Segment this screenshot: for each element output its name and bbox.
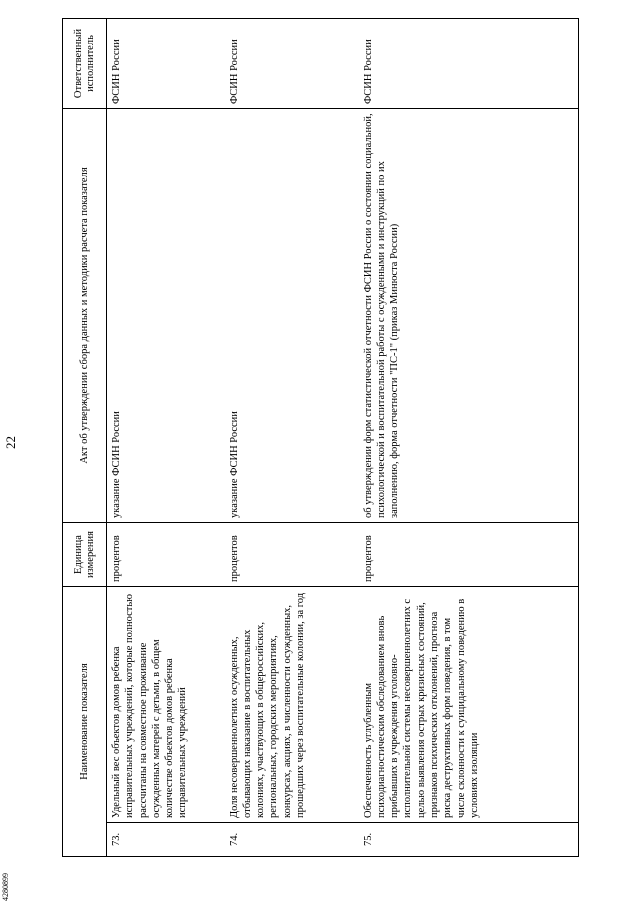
table-row [359,19,579,857]
row-number: 75. [359,823,579,857]
row-indicator-name: Доля несовершеннолетних осужденных, отбывающих наказание в воспитательных колониях, участвующих в общероссийских, региональных, городских мероприятиях, конкурсах, акциях, в численности осужденных, прошедших через воспитательные колонии, за год [225,587,359,823]
row-unit: процентов [359,523,579,587]
table-header-row [63,19,107,857]
row-act: указание ФСИН России [225,109,359,523]
row-number: 73. [107,823,225,857]
row-responsible: ФСИН России [359,19,579,109]
row-act: об утверждении форм статистической отчетности ФСИН России о состоянии социальной, психологической и воспитательной работы с осужденными и инструкций по их заполнению, форма отчетности "ПС-1" (приказ Минюста России) [359,109,579,523]
table-row [107,19,225,857]
row-responsible: ФСИН России [225,19,359,109]
row-indicator-name: Обеспеченность углубленным психодиагностическим обследованием вновь прибывших в учреждения уголовно-исполнительной системы несовершеннолетних с целью выявления острых кризисных состояний, признаков психических отклонений, прогноза риска деструктивных форм поведения, в том числе склонности к суицидальному поведению в условиях изоляции [359,587,579,823]
indicator-table [62,18,579,857]
header-name: Наименование показателя [63,587,107,857]
row-indicator-name: Удельный вес объектов домов ребенка исправительных учреждений, которые полностью рассчитаны на совместное проживание осужденных матерей с детьми, в общем количестве объектов домов ребенка исправительных учреждений [107,587,225,823]
document-id: 4280899 [1,873,10,901]
row-act: указание ФСИН России [107,109,225,523]
table-row [225,19,359,857]
row-responsible: ФСИН России [107,19,225,109]
row-unit: процентов [107,523,225,587]
header-act: Акт об утверждении сбора данных и методики расчета показателя [63,109,107,523]
row-number: 74. [225,823,359,857]
header-responsible: Ответственный исполнитель [63,19,107,109]
row-unit: процентов [225,523,359,587]
page-number: 22 [3,436,18,449]
header-unit: Единица измерения [63,523,107,587]
